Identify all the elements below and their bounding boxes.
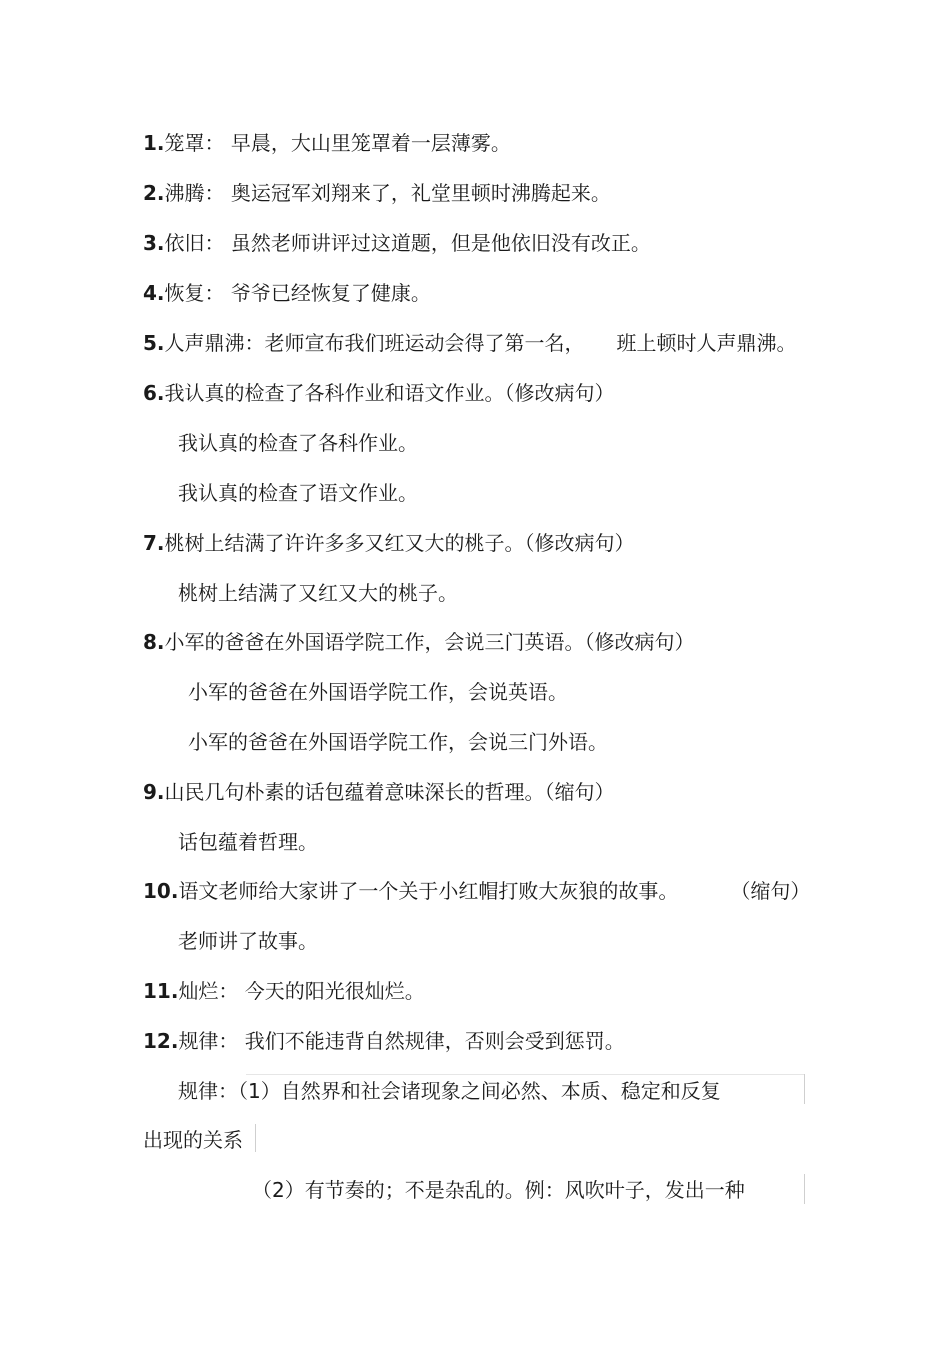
item-8: [143, 628, 695, 656]
item-text: 沸腾： 奥运冠军刘翔来了，礼堂里顿时沸腾起来。: [164, 181, 611, 205]
table-border-cell: [255, 1124, 256, 1152]
table-border-right-2: [804, 1174, 805, 1204]
item-number: 4.: [143, 281, 165, 305]
item-text: 语文老师给大家讲了一个关于小红帽打败大灰狼的故事。: [178, 879, 679, 903]
item-number: 1.: [143, 131, 165, 155]
answer-6-1: 我认真的检查了各科作业。: [178, 431, 418, 455]
item-1: [143, 129, 511, 157]
item-text: 桃树上结满了许许多多又红又大的桃子。（修改病句）: [164, 531, 635, 555]
definition-line-3: （2）有节奏的；不是杂乱的。例：风吹叶子，发出一种: [252, 1178, 745, 1202]
item-number: 9.: [143, 780, 165, 804]
item-number: 6.: [143, 381, 165, 405]
item-9: [143, 778, 615, 806]
item-3: [143, 229, 651, 257]
item-text: 依旧： 虽然老师讲评过这道题，但是他依旧没有改正。: [164, 231, 651, 255]
item-number: 3.: [143, 231, 165, 255]
item-6: [143, 379, 615, 407]
item-text: 灿烂： 今天的阳光很灿烂。: [178, 979, 425, 1003]
item-text: 小军的爸爸在外国语学院工作，会说三门英语。（修改病句）: [164, 630, 695, 654]
answer-6-2: 我认真的检查了语文作业。: [178, 481, 418, 505]
item-11: [143, 977, 425, 1005]
item-number: 10.: [143, 879, 179, 903]
item-4: [143, 279, 431, 307]
table-border-right: [804, 1074, 805, 1104]
item-text: 山民几句朴素的话包蕴着意味深长的哲理。（缩句）: [164, 780, 615, 804]
item-number: 7.: [143, 531, 165, 555]
item-2: [143, 179, 611, 207]
item-number: 11.: [143, 979, 179, 1003]
item-10: [143, 877, 810, 905]
item-5: [143, 329, 797, 357]
answer-10-1: 老师讲了故事。: [178, 929, 318, 953]
item-12: [143, 1027, 625, 1055]
item-text: 我认真的检查了各科作业和语文作业。（修改病句）: [164, 381, 615, 405]
item-number: 8.: [143, 630, 165, 654]
answer-8-2: 小军的爸爸在外国语学院工作，会说三门外语。: [188, 730, 608, 754]
definition-line-1: 规律：（1）自然界和社会诸现象之间必然、本质、稳定和反复: [178, 1079, 721, 1103]
answer-7-1: 桃树上结满了又红又大的桃子。: [178, 581, 458, 605]
definition-line-2: 出现的关系: [143, 1128, 243, 1152]
item-number: 5.: [143, 331, 165, 355]
item-text: 人声鼎沸：老师宣布我们班运动会得了第一名，: [164, 331, 585, 355]
item-number: 2.: [143, 181, 165, 205]
item-text: 规律： 我们不能违背自然规律，否则会受到惩罚。: [178, 1029, 625, 1053]
answer-8-1: 小军的爸爸在外国语学院工作，会说英语。: [188, 680, 568, 704]
answer-9-1: 话包蕴着哲理。: [178, 830, 318, 854]
item-text: 笼罩： 早晨，大山里笼罩着一层薄雾。: [164, 131, 511, 155]
item-number: 12.: [143, 1029, 179, 1053]
item-text-continued: （缩句）: [730, 879, 811, 903]
item-text: 恢复： 爷爷已经恢复了健康。: [164, 281, 431, 305]
table-border-top: [246, 1074, 804, 1075]
item-text-continued: 班上顿时人声鼎沸。: [616, 331, 797, 355]
item-7: [143, 529, 635, 557]
